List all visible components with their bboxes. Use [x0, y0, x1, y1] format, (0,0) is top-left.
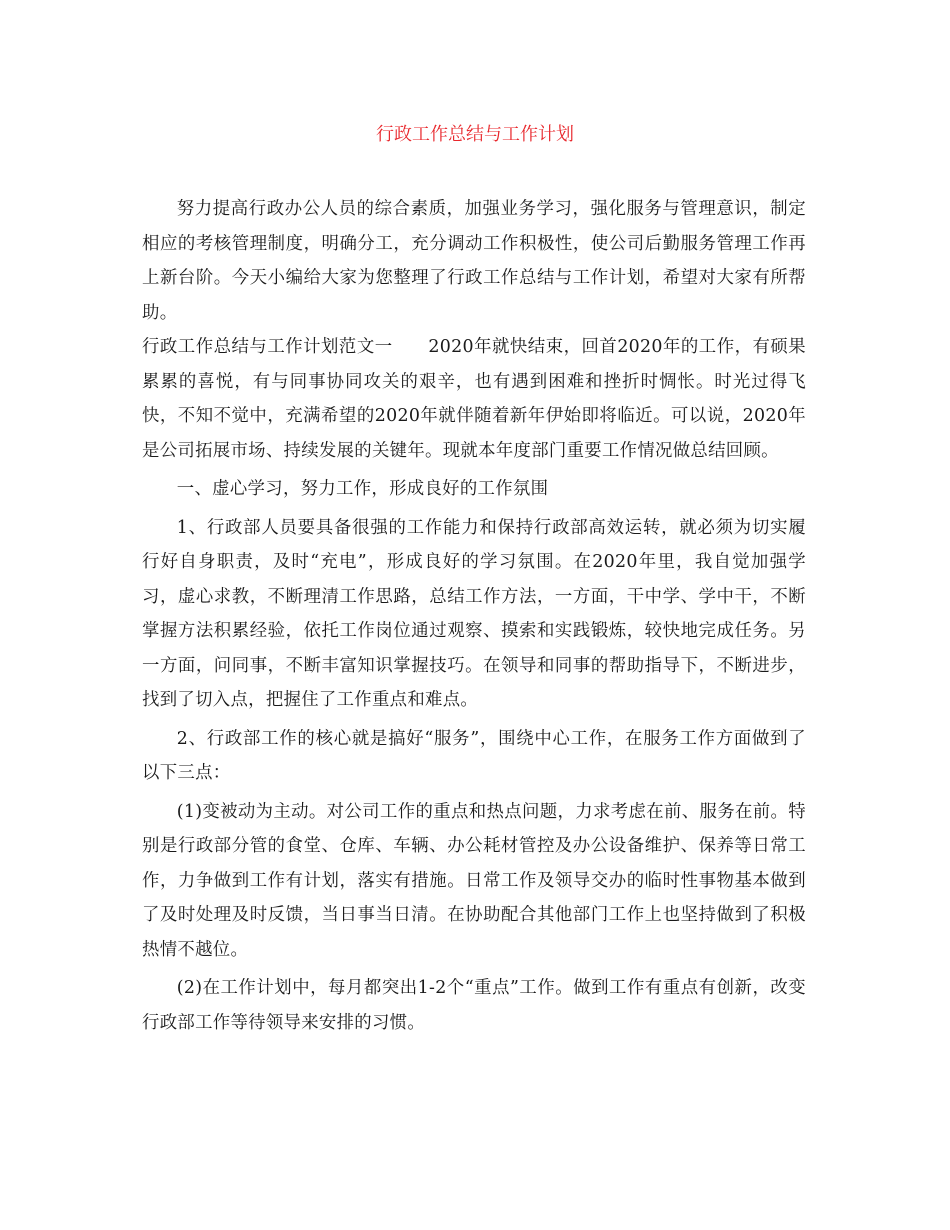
paragraph-intro: 努力提高行政办公人员的综合素质，加强业务学习，强化服务与管理意识，制定相应的考核管理制度，明确分工，充分调动工作积极性，使公司后勤服务管理工作再上新台阶。今天小编给大家为您整理了行政工作总结与工作计划，希望对大家有所帮助。	[142, 199, 806, 323]
paragraph-point-one: 1、行政部人员要具备很强的工作能力和保持行政部高效运转，就必须为切实履行好自身职责，及时“充电”，形成良好的学习氛围。在2020年里，我自觉加强学习，虚心求教，不断理清工作思路，总结工作方法，一方面，干中学、学中干，不断掌握方法积累经验，依托工作岗位通过观察、摸索和实践锻炼，较快地完成任务。另一方面，问同事，不断丰富知识掌握技巧。在领导和同事的帮助指导下，不断进步，找到了切入点，把握住了工作重点和难点。	[142, 517, 806, 710]
document-body	[142, 192, 806, 1040]
paragraph-point-two: 2、行政部工作的核心就是搞好“服务”，围绕中心工作，在服务工作方面做到了以下三点：	[142, 728, 806, 783]
document-title: 行政工作总结与工作计划	[376, 124, 574, 145]
paragraph-sub-point-two: (2)在工作计划中，每月都突出1-2个“重点”工作。做到工作有重点有创新，改变行政部工作等待领导来安排的习惯。	[142, 978, 806, 1033]
paragraph-sample-one: 行政工作总结与工作计划范文一 2020年就快结束，回首2020年的工作，有硕果累累的喜悦，有与同事协同攻关的艰辛，也有遇到困难和挫折时惆怅。时光过得飞快，不知不觉中，充满希望的2020年就伴随着新年伊始即将临近。可以说，2020年是公司拓展市场、持续发展的关键年。现就本年度部门重要工作情况做总结回顾。	[142, 337, 806, 461]
section-heading-one: 一、虚心学习，努力工作，形成良好的工作氛围	[176, 479, 549, 499]
paragraph-sub-point-one: (1)变被动为主动。对公司工作的重点和热点问题，力求考虑在前、服务在前。特别是行政部分管的食堂、仓库、车辆、办公耗材管控及办公设备维护、保养等日常工作，力争做到工作有计划，落实有措施。日常工作及领导交办的临时性事物基本做到了及时处理及时反馈，当日事当日清。在协助配合其他部门工作上也坚持做到了积极热情不越位。	[142, 801, 806, 960]
